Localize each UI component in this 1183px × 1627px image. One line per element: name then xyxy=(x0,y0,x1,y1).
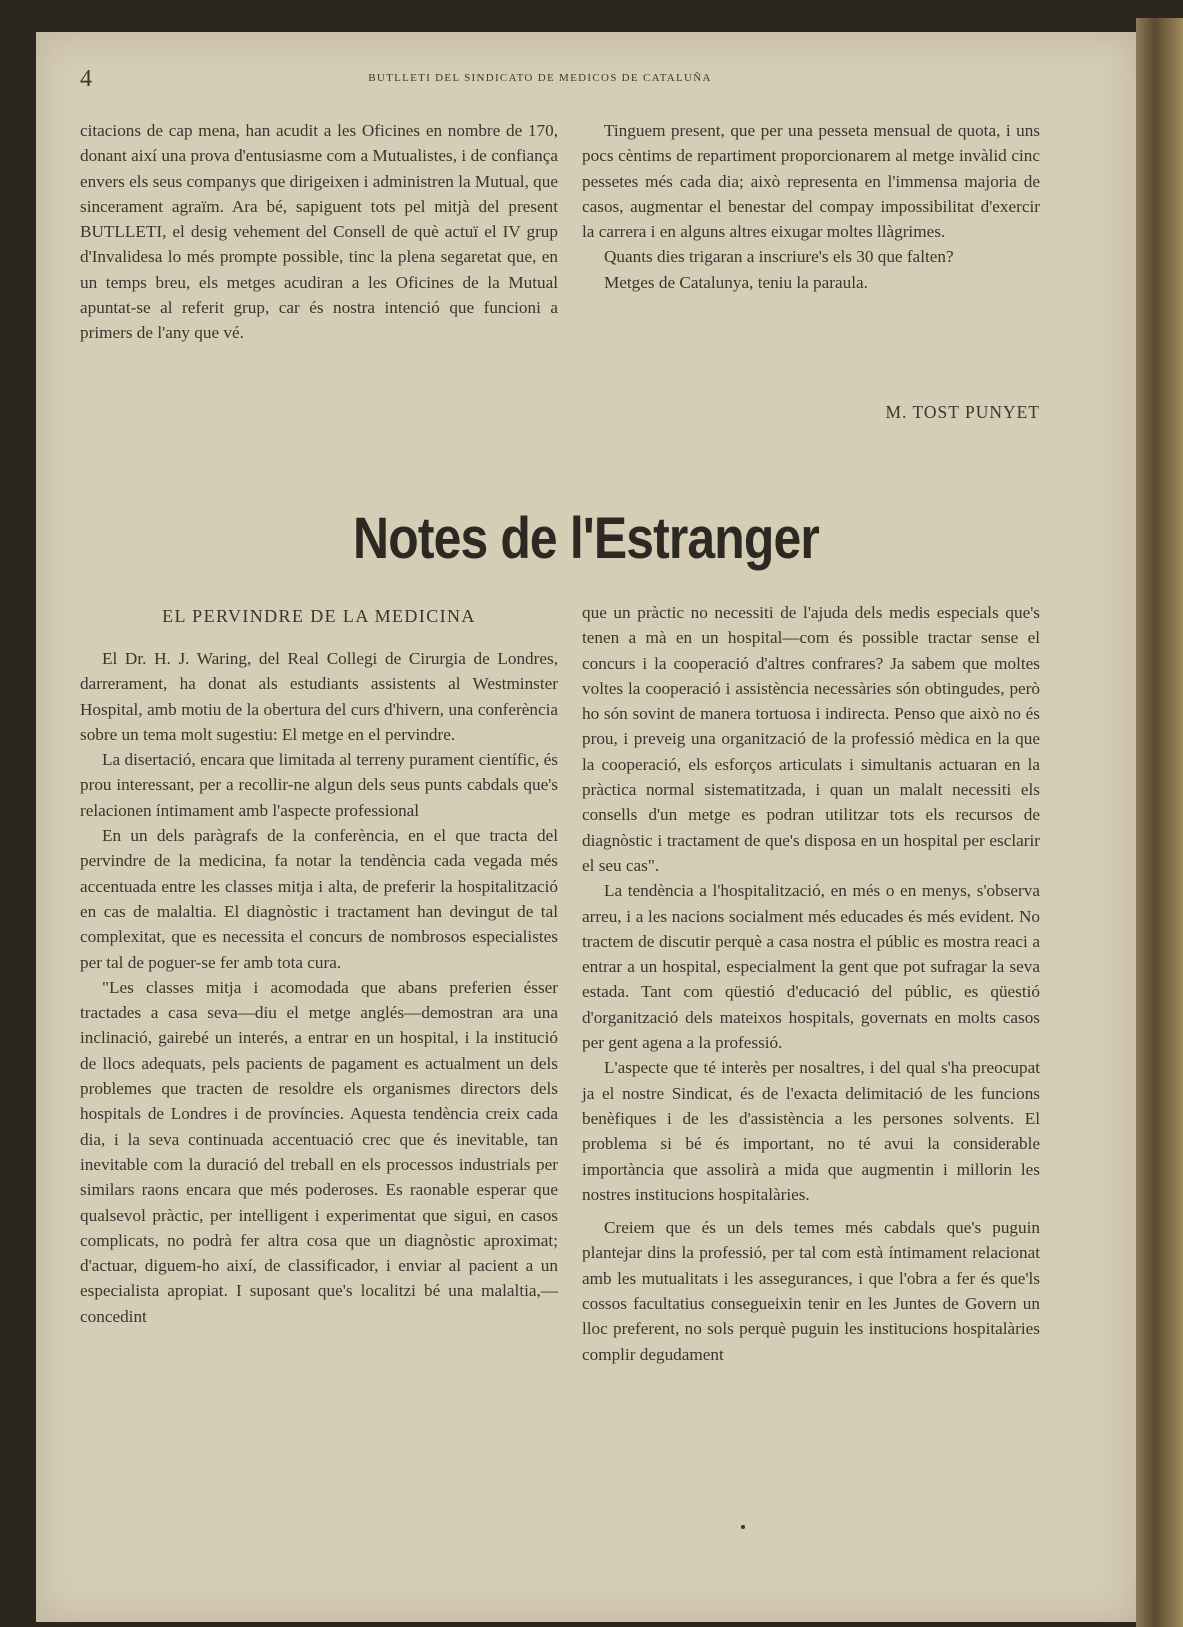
paragraph: La disertació, encara que limitada al terreny purament científic, és prou interessant, per a recollir-ne algun dels seus punts cabdals que's relacionen íntimament amb l'aspecte professional xyxy=(80,750,558,820)
article-right-column xyxy=(582,600,1040,1367)
paragraph: En un dels paràgrafs de la conferència, en el que tracta del pervindre de la medicina, fa notar la tendència cada vegada més accentuada entre les classes mitja i alta, de preferir la hospitalització en cas de malaltia. El diagnòstic i tractament han devingut de tal complexitat, que es necessita el concurs de nombrosos especialistes per tal de poguer-se fer amb tota cura. xyxy=(80,826,558,972)
page-number: 4 xyxy=(80,66,92,92)
paragraph: Creiem que és un dels temes més cabdals que's puguin plantejar dins la professió, per tal com està íntimament relacionat amb les mutualitats i les assegurances, i que l'obra a fer és que'ls cossos facultatius consegueixin tenir en les Juntes de Govern un lloc preferent, no sols perquè puguin les institucions hospitalàries complir degudament xyxy=(582,1218,1040,1364)
print-dot xyxy=(741,1525,745,1529)
book-spine xyxy=(1136,18,1183,1627)
paragraph: L'aspecte que té interès per nosaltres, i del qual s'ha preocupat ja el nostre Sindicat, és de l'exacta delimitació de les funcions benèfiques i de les d'assistència a les persones solvents. El problema si bé és important, no té avui la considerable importància que assolirà a mida que augmentin i millorin les nostres institucions hospitalàries. xyxy=(582,1058,1040,1204)
paragraph: Quants dies trigaran a inscriure's els 30 que falten? xyxy=(604,247,954,267)
article-left-column xyxy=(80,646,558,1329)
author-signature: M. TOST PUNYET xyxy=(885,402,1040,422)
section-title: Notes de l'Estranger xyxy=(353,506,819,571)
paragraph: "Les classes mitja i acomodada que abans preferien ésser tractades a casa seva—diu el metge anglés—demostran ara una inclinació, gairebé un interés, a entrar en un hospital, i la institució de llocs adequats, pels pacients de pagament es actualment un dels problemes que tracten de resoldre els organismes directors dels hospitals de Londres i de províncies. Aquesta tendència creix cada dia, i la seva continuada accentuació crec que és inevitable, tan inevitable com la duració del treball en els processos industrials per similars raons encara que més poderoses. Es raonable esperar que qualsevol pràctic, per intelligent i experimentat que sigui, en casos complicats, no podrà fer altra cosa que un diagnòstic aproximat; d'actuar, diguem-ho així, de classificador, i enviar al pacient a un especialista apropiat. I suposant que's localitzi bé una malaltia,—concedint xyxy=(80,977,558,1326)
paragraph: Tinguem present, que per una pesseta mensual de quota, i uns pocs cèntims de repartiment proporcionarem al metge invàlid cinc pessetes més cada dia; això representa en l'immensa majoria de casos, augmentar el benestar del compay impossibilitat d'exercir la carrera i en alguns altres eixugar moltes llàgrimes. xyxy=(582,121,1040,242)
paragraph: citacions de cap mena, han acudit a les Oficines en nombre de 170, donant així una prova d'entusiasme com a Mutualistes, i de confiança envers els seus companys que dirigeixen i administren la Mutual, que sincerament agraïm. Ara bé, sapiguent tots pel mitjà del present BUTLLETI, el desig vehement del Consell de què actuï el IV grup d'Invalidesa lo més prompte possible, tinc la plena segaretat que, en un temps breu, els metges acudiran a les Oficines de la Mutual apuntat-se al referit grup, car és nostra intenció que funcioni a primers de l'any que vé. xyxy=(80,121,558,343)
running-head: BUTLLETI DEL SINDICATO DE MEDICOS DE CATALUÑA xyxy=(368,72,712,84)
top-right-column xyxy=(582,118,1040,295)
paragraph: La tendència a l'hospitalització, en més o en menys, s'observa arreu, i a les nacions socialment més educades és més evident. No tractem de discutir perquè a casa nostra el públic es mostra reaci a entrar a un hospital, especialment la gent que pot sufragar la seva estada. Tant com qüestió d'educació del públic, es qüestió d'organització dels mateixos hospitals, governats en molts casos per gent agena a la professió. xyxy=(582,881,1040,1053)
paragraph: Metges de Catalunya, teniu la paraula. xyxy=(604,272,868,292)
paragraph: que un pràctic no necessiti de l'ajuda dels medis especials que's tenen a mà en un hospital—com és possible tractar sense el concurs i la cooperació d'altres confrares? Ja sabem que moltes voltes la cooperació i assistència necessàries són obtingudes, però ho són sovint de manera tortuosa i indirecta. Penso que això no és prou, i preveig una organització de la professió mèdica en la que la cooperació, els esforços articulats i simultanis actuaran en la pràctica normal sistematitzada, i quan un malalt necessiti els consells d'un metge es podran utilitzar tots els recursos de diagnòstic i tractament de que's disposa en un hospital per esclarir el seu cas". xyxy=(582,603,1040,875)
paragraph: El Dr. H. J. Waring, del Real Collegi de Cirurgia de Londres, darrerament, ha donat als estudiants assistents al Westminster Hospital, amb motiu de la obertura del curs d'hivern, una conferència sobre un tema molt sugestiu: El metge en el pervindre. xyxy=(80,649,558,744)
article-heading: EL PERVINDRE DE LA MEDICINA xyxy=(162,606,476,626)
page-header xyxy=(80,66,1040,92)
top-left-column xyxy=(80,118,558,346)
